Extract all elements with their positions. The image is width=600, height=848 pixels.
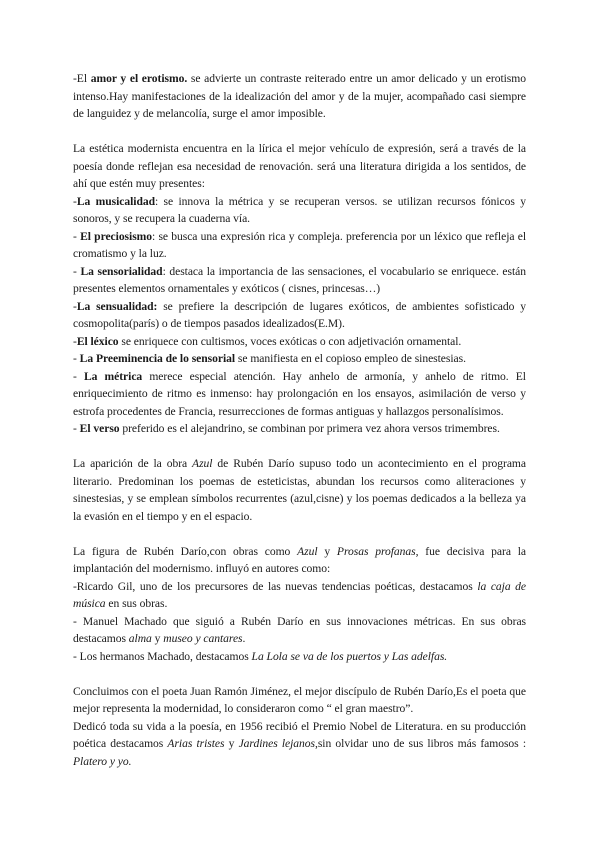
list-item	[73, 298, 526, 333]
bold-term: El verso	[79, 422, 120, 435]
work-title: la caja de música	[73, 579, 527, 610]
work-title: La Lola se va de los puertos y Las adelfas.	[251, 649, 448, 663]
paragraph-azul	[73, 455, 526, 525]
list-item	[73, 333, 526, 351]
bold-term: La musicalidad	[76, 194, 155, 208]
text: se advierte un contraste reiterado entre un amor delicado y un erotismo intenso.Hay manifestaciones de la idealización del amor y de la mujer, acompañado casi siempre de languidez y de melancolía, surge el amor imposible.	[73, 72, 526, 120]
work-title: Prosas profanas,	[336, 544, 419, 558]
text: y	[224, 737, 239, 750]
dash: -	[73, 334, 77, 348]
list-item	[73, 368, 526, 421]
work-title: Platero y yo.	[73, 754, 132, 768]
bold-term: La métrica	[83, 369, 143, 383]
paragraph-amor	[73, 70, 526, 123]
dash: -	[73, 369, 84, 383]
list-item	[73, 350, 526, 368]
dash: -	[73, 422, 80, 435]
spacer	[73, 123, 526, 141]
paragraph-jimenez: Concluimos con el poeta Juan Ramón Jiménez, el mejor discípulo de Rubén Darío,Es el poeta que mejor representa la modernidad, lo consideraron como “ el gran maestro”.	[73, 684, 526, 715]
bold-term: La sensorialidad	[80, 264, 163, 278]
bold-term: El léxico	[76, 334, 119, 348]
text: : destaca la importancia de las sensaciones, el vocabulario se enriquece. están presentes elementos ornamentales y exóticos ( cisnes, princesas…)	[73, 264, 527, 295]
bold-term: El preciosismo	[80, 229, 153, 243]
text: y	[317, 544, 337, 558]
spacer	[73, 665, 526, 683]
document-page	[73, 70, 526, 770]
text: -El	[73, 72, 91, 85]
text: ,sin olvidar uno de sus libros más famosos :	[315, 737, 526, 750]
text: - Los hermanos Machado, destacamos	[73, 649, 252, 663]
work-title: Azul	[297, 544, 318, 558]
paragraph-figura	[73, 543, 526, 578]
list-item-gil	[73, 578, 526, 613]
text: se enriquece con cultismos, voces exóticas o con adjetivación ornamental.	[118, 334, 462, 348]
text: : se busca una expresión rica y compleja. preferencia por un léxico que refleja el cromatismo y la luz.	[73, 229, 526, 260]
dash: -	[73, 299, 77, 313]
spacer	[73, 525, 526, 543]
text: La figura de Rubén Darío,con obras como	[73, 544, 298, 558]
text: se manifiesta en el copioso empleo de sinestesias.	[235, 352, 466, 365]
text: -Ricardo Gil, uno de los precursores de las nuevas tendencias poéticas, destacamos	[73, 579, 478, 593]
work-title: Azul	[192, 457, 213, 470]
work-title: alma	[128, 632, 152, 645]
list-item	[73, 263, 526, 298]
work-title: Arias tristes	[167, 737, 225, 750]
text: se prefiere la descripción de lugares exóticos, de ambientes sofisticado y cosmopolita(parís) o de tiempos pasados idealizados(E.M).	[73, 299, 526, 330]
list-item	[73, 420, 526, 438]
bold-term: amor y el erotismo.	[90, 72, 188, 85]
text: .	[242, 632, 246, 645]
list-item-manuel	[73, 613, 526, 648]
text: de Rubén Darío supuso todo un acontecimiento en el programa literario. Predominan los poemas de esteticistas, abundan los recursos como aliteraciones y sinestesias, y se emplean símbolos recurrentes (azul,cisne) y los poemas dedicados a la belleza ya la evasión en el tiempo y en el espacio.	[73, 457, 526, 523]
text: preferido es el alejandrino, se combinan por primera vez ahora versos trimembres.	[119, 422, 500, 435]
list-item-hermanos	[73, 648, 526, 666]
bold-term: La Preeminencia de lo sensorial	[79, 352, 236, 365]
text: fue decisiva para la implantación del modernismo. influyó en autores como:	[73, 544, 526, 575]
text: : se innova la métrica y se recuperan versos. se utilizan recursos fónicos y sonoros, y se recupera la cuaderna vía.	[73, 194, 526, 225]
text: y	[151, 632, 164, 645]
text: - Manuel Machado que siguió a Rubén Darío en sus innovaciones métricas. En sus obras destacamos	[73, 614, 526, 645]
text: Dedicó toda su vida a la poesía, en 1956 recibió el Premio Nobel de Literatura. en su producción poética destacamos	[73, 719, 526, 750]
bold-term: La sensualidad:	[76, 299, 158, 313]
work-title: Jardines lejanos	[238, 737, 315, 750]
text: en sus obras.	[105, 597, 168, 610]
dash: -	[73, 194, 77, 208]
dash: -	[73, 352, 80, 365]
dash: -	[73, 264, 81, 278]
list-item	[73, 228, 526, 263]
spacer	[73, 438, 526, 456]
text: La aparición de la obra	[73, 457, 193, 470]
text: merece especial atención. Hay anhelo de armonía, y anhelo de ritmo. El enriquecimiento de ritmo es inmenso: hay prolongación en los ensayos, asimilación de verso y estrofa procedentes de Francia, resurrecciones de formas antiguas y hallazgos personalísimos.	[73, 369, 526, 418]
paragraph-intro: La estética modernista encuentra en la lírica el mejor vehículo de expresión, será a través de la poesía donde reflejan esa necesidad de renovación. será una literatura dirigida a los sentidos, de ahí que estén muy presentes:	[73, 142, 526, 190]
paragraph-jimenez-obras	[73, 718, 526, 771]
work-title: museo y cantares	[163, 632, 243, 645]
list-item	[73, 193, 526, 228]
dash: -	[73, 229, 81, 243]
